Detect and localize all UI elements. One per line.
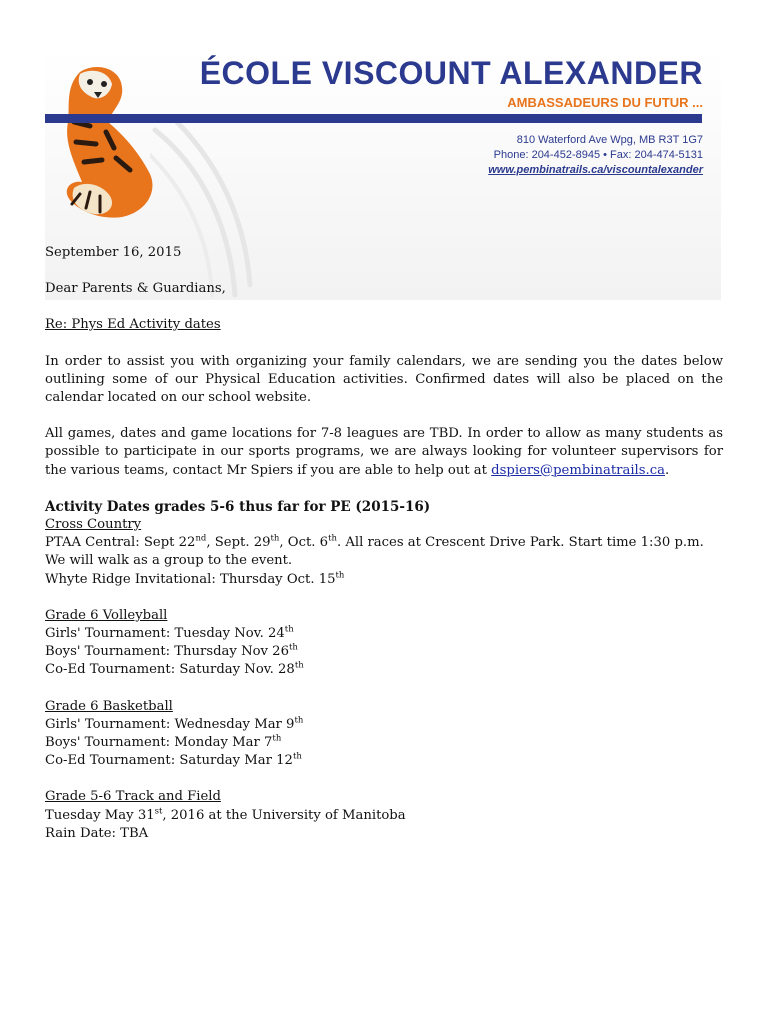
basketball-coed-line bbox=[45, 752, 723, 770]
ptaa-text-a: PTAA Central: Sept 22 bbox=[45, 535, 196, 551]
ptaa-sup-c: th bbox=[328, 533, 337, 544]
header-divider bbox=[45, 114, 702, 123]
volleyball-coed-line bbox=[45, 661, 723, 679]
track-date-sup: st bbox=[154, 806, 163, 817]
volunteer-text: All games, dates and game locations for 7-8 leagues are TBD. In order to allow as many students as possible to participate in our sports programs, we are always looking for volunteer supervisors for the various teams, contact Mr Spiers if you are able to help out at bbox=[45, 426, 723, 478]
basketball-girls-line bbox=[45, 716, 723, 734]
letter-body bbox=[45, 244, 723, 843]
subject-text: Re: Phys Ed Activity dates bbox=[45, 317, 221, 333]
volleyball-coed-text: Co-Ed Tournament: Saturday Nov. 28 bbox=[45, 662, 295, 678]
ptaa-central-line bbox=[45, 534, 723, 570]
paragraph-calendar: In order to assist you with organizing your family calendars, we are sending you the dates below outlining some of our Physical Education activities. Confirmed dates will also be placed on the calendar located on our school website. bbox=[45, 353, 723, 406]
basketball-boys-sup: th bbox=[272, 733, 282, 744]
paragraph-volunteers bbox=[45, 425, 723, 480]
basketball-boys-text: Boys' Tournament: Monday Mar 7 bbox=[45, 735, 273, 751]
whyte-sup: th bbox=[335, 570, 345, 581]
ptaa-sup-a: nd bbox=[195, 533, 207, 544]
track-rain-date-line: Rain Date: TBA bbox=[45, 825, 149, 841]
contact-block bbox=[380, 133, 703, 178]
volunteer-text-end: . bbox=[664, 462, 670, 478]
volleyball-girls-text: Girls' Tournament: Tuesday Nov. 24 bbox=[45, 626, 285, 642]
letter-date: September 16, 2015 bbox=[45, 245, 182, 260]
basketball-girls-sup: th bbox=[294, 715, 304, 726]
basketball-girls-text: Girls' Tournament: Wednesday Mar 9 bbox=[45, 716, 295, 732]
volleyball-girls-sup: th bbox=[284, 624, 294, 635]
ptaa-text-b: , Sept. 29 bbox=[206, 535, 271, 551]
cross-country-title: Cross Country bbox=[45, 517, 142, 533]
volleyball-boys-text: Boys' Tournament: Thursday Nov 26 bbox=[45, 644, 289, 660]
letter-salutation: Dear Parents & Guardians, bbox=[45, 281, 226, 297]
volleyball-boys-line bbox=[45, 643, 723, 661]
track-date-line bbox=[45, 807, 723, 825]
school-tagline: AMBASSADEURS DU FUTUR ... bbox=[507, 95, 703, 110]
volleyball-boys-sup: th bbox=[288, 642, 298, 653]
volleyball-title: Grade 6 Volleyball bbox=[45, 607, 168, 623]
volleyball-coed-sup: th bbox=[294, 661, 304, 672]
volleyball-girls-line bbox=[45, 625, 723, 643]
track-date-text-b: , 2016 at the University of Manitoba bbox=[162, 807, 406, 823]
ptaa-text-d: . All races at Crescent Drive Park. Start time 1:30 p.m. We will walk as a group to the event. bbox=[45, 535, 704, 569]
school-phone-fax: Phone: 204-452-8945 • Fax: 204-474-5131 bbox=[493, 149, 703, 161]
email-link[interactable]: dspiers@pembinatrails.ca bbox=[491, 462, 665, 478]
whyte-text: Whyte Ridge Invitational: Thursday Oct. 15 bbox=[45, 571, 336, 587]
basketball-title: Grade 6 Basketball bbox=[45, 698, 173, 714]
activity-dates-heading: Activity Dates grades 5-6 thus far for PE (2015-16) bbox=[45, 498, 431, 515]
ptaa-sup-b: th bbox=[270, 533, 280, 544]
track-date-text-a: Tuesday May 31 bbox=[45, 807, 155, 823]
basketball-coed-sup: th bbox=[292, 751, 302, 762]
school-website-link[interactable]: www.pembinatrails.ca/viscountalexander bbox=[488, 164, 703, 176]
ptaa-text-c: , Oct. 6 bbox=[279, 535, 329, 551]
whyte-ridge-line bbox=[45, 571, 723, 589]
basketball-coed-text: Co-Ed Tournament: Saturday Mar 12 bbox=[45, 753, 293, 769]
school-name: ÉCOLE VISCOUNT ALEXANDER bbox=[199, 55, 703, 91]
basketball-boys-line bbox=[45, 734, 723, 752]
school-address: 810 Waterford Ave Wpg, MB R3T 1G7 bbox=[516, 134, 703, 146]
letter-subject bbox=[45, 316, 723, 334]
track-field-title: Grade 5-6 Track and Field bbox=[45, 789, 221, 805]
